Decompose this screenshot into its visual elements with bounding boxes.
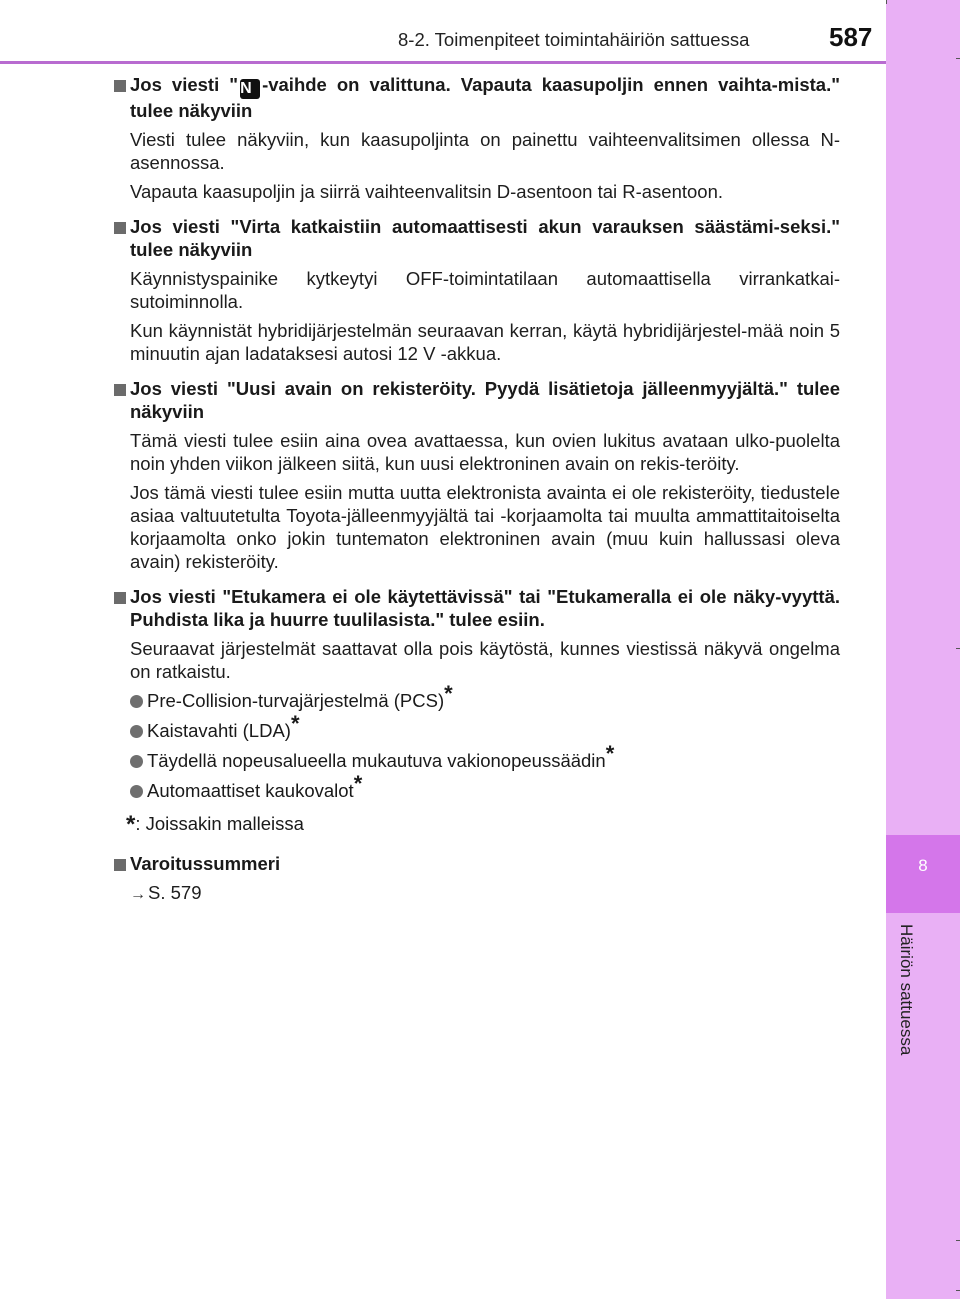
crop-mark	[956, 58, 960, 59]
section-front-camera	[108, 585, 840, 836]
crop-mark	[956, 648, 960, 649]
crop-mark	[956, 1240, 960, 1241]
chapter-label: Häiriön sattuessa	[897, 924, 916, 1056]
header-divider	[0, 61, 886, 64]
chapter-number: 8	[918, 856, 928, 875]
asterisk-mark: *	[444, 681, 453, 706]
square-bullet-icon	[114, 222, 126, 234]
asterisk-mark: *	[605, 741, 615, 766]
square-bullet-icon	[114, 384, 126, 396]
crop-mark	[956, 1290, 960, 1291]
asterisk-mark: *	[353, 771, 363, 796]
section-title: Jos viesti "Virta katkaistiin automaattisesti akun varauksen säästämi-seksi." tulee näkyviin	[130, 216, 840, 260]
section-buzzer	[108, 852, 840, 906]
list-item-label: Täydellä nopeusalueella mukautuva vakionopeussäädin	[147, 750, 606, 771]
paragraph: Tämä viesti tulee esiin aina ovea avattaessa, kun ovien lukitus avataan ulko-puolelta noin yhden viikon jälkeen siitä, kun uusi elektroninen avain on rekis-teröity.	[130, 430, 840, 474]
page-number: 587	[829, 22, 873, 52]
list-item-label: Kaistavahti (LDA)	[147, 720, 291, 741]
footnote	[126, 812, 840, 836]
paragraph: Seuraavat järjestelmät saattavat olla pois käytöstä, kunnes viestissä näkyvä ongelma on ratkaistu.	[130, 638, 840, 682]
asterisk-mark: *	[290, 711, 300, 736]
square-bullet-icon	[114, 592, 126, 604]
paragraph: Jos tämä viesti tulee esiin mutta uutta elektronista avainta ei ole rekisteröity, tiedustele asiaa valtuutetulta Toyota-jälleenmyyjältä tai -korjaamolta tai muulta ammattitaitoiselta korjaamolta onko jokin tuntematon elektroninen avain (muu kuin hallussasi oleva avain) rekisteröity.	[130, 482, 840, 572]
section-new-key	[108, 377, 840, 573]
paragraph: Vapauta kaasupoljin ja siirrä vaihteenvalitsin D-asentoon tai R-asentoon.	[130, 181, 724, 202]
paragraph: Viesti tulee näkyviin, kun kaasupoljinta on painettu vaihteenvalitsimen ollessa N-asennossa.	[130, 129, 840, 173]
list-item	[130, 771, 840, 802]
list-item-label: Automaattiset kaukovalot	[147, 780, 354, 801]
square-bullet-icon	[114, 859, 126, 871]
section-title: Jos viesti "Uusi avain on rekisteröity. Pyydä lisätietoja jälleenmyyjältä." tulee näkyviin	[130, 378, 840, 422]
title-part: -vaihde on valittuna. Vapauta kaasupoljin ennen vaihta-mista." tulee näkyviin	[130, 74, 840, 121]
list-item	[130, 711, 840, 742]
main-content	[108, 73, 840, 918]
neutral-gear-icon: N	[240, 79, 260, 99]
list-item-label: Pre-Collision-turvajärjestelmä (PCS)	[147, 690, 445, 711]
section-title: Jos viesti "Etukamera ei ole käytettävissä" tai "Etukameralla ei ole näky-vyyttä. Puhdista lika ja huurre tuulilasista." tulee esiin.	[130, 586, 840, 630]
bullet-dot-icon	[130, 755, 143, 768]
footnote-text: : Joissakin malleissa	[135, 813, 304, 834]
section-title	[130, 73, 840, 122]
footnote-asterisk: *	[126, 811, 136, 838]
square-bullet-icon	[114, 80, 126, 92]
page-reference-text: S. 579	[148, 882, 202, 903]
section-header: 8-2. Toimenpiteet toimintahäiriön sattuessa	[398, 29, 750, 50]
system-list	[130, 681, 840, 802]
section-title: Varoitussummeri	[130, 853, 281, 874]
section-power-off	[108, 215, 840, 365]
bullet-dot-icon	[130, 695, 143, 708]
bullet-dot-icon	[130, 725, 143, 738]
list-item	[130, 741, 840, 772]
paragraph: Käynnistyspainike kytkeytyi OFF-toimintatilaan automaattisella virrankatkai-sutoiminnolla.	[130, 268, 840, 312]
paragraph: Kun käynnistät hybridijärjestelmän seuraavan kerran, käytä hybridijärjestel-mää noin 5 minuutin ajan ladataksesi autosi 12 V -akkua.	[130, 320, 840, 364]
bullet-dot-icon	[130, 785, 143, 798]
arrow-right-icon: →	[130, 886, 146, 903]
section-n-gear	[108, 73, 840, 203]
list-item	[130, 681, 840, 712]
page-reference-link[interactable]	[130, 881, 840, 906]
chapter-sidebar	[886, 0, 960, 1299]
title-part: Jos viesti "	[130, 74, 239, 95]
crop-mark	[886, 0, 887, 4]
